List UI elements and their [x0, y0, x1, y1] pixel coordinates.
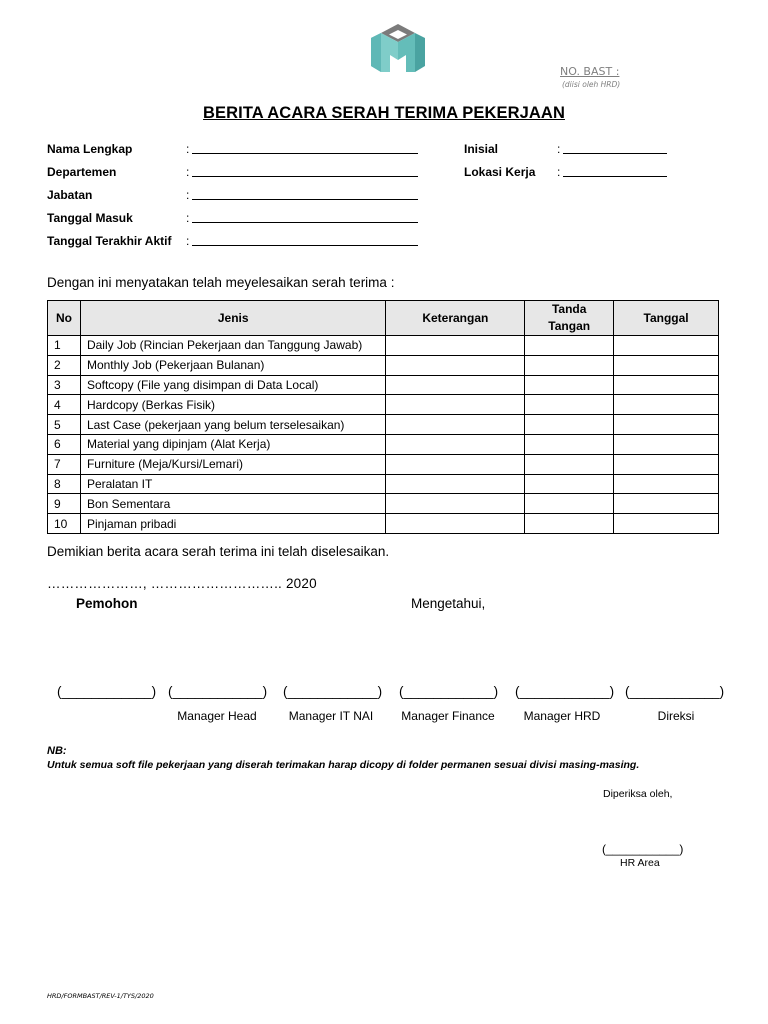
row-jenis: Last Case (pekerjaan yang belum terselesaikan) [80, 415, 385, 435]
field-colon: : [557, 165, 561, 179]
row-jenis: Monthly Job (Pekerjaan Bulanan) [80, 355, 385, 375]
field-input-inisial[interactable] [563, 153, 667, 154]
signature-role-direksi: Direksi [657, 709, 695, 723]
reviewed-by-label: Diperiksa oleh, [603, 788, 673, 800]
closing-text: Demikian berita acara serah terima ini telah diselesaikan. [47, 544, 390, 559]
col-header-keterangan: Keterangan [386, 301, 525, 336]
row-keterangan-cell[interactable] [386, 514, 525, 534]
field-input-tanggal-terakhir-aktif[interactable] [192, 245, 418, 246]
row-jenis: Material yang dipinjam (Alat Kerja) [80, 434, 385, 454]
row-tanda-tangan-cell[interactable] [525, 336, 614, 356]
field-input-tanggal-masuk[interactable] [192, 222, 418, 223]
table-header-row [48, 301, 719, 336]
field-colon: : [186, 188, 190, 202]
field-label-tanggal-masuk: Tanggal Masuk [47, 211, 133, 225]
signature-blank-manager-finance[interactable]: (____________) [399, 684, 499, 699]
row-jenis: Daily Job (Rincian Pekerjaan dan Tanggung Jawab) [80, 336, 385, 356]
signature-blank-hr-area[interactable]: (___________) [602, 842, 684, 856]
row-tanda-tangan-cell[interactable] [525, 474, 614, 494]
signature-role-manager-hrd: Manager HRD [523, 709, 601, 723]
row-tanggal-cell[interactable] [614, 514, 719, 534]
row-tanda-tangan-cell[interactable] [525, 355, 614, 375]
field-input-nama-lengkap[interactable] [192, 153, 418, 154]
table-row [48, 336, 719, 356]
row-tanggal-cell[interactable] [614, 434, 719, 454]
table-row [48, 355, 719, 375]
no-bast-label: NO. BAST : [560, 65, 620, 78]
row-keterangan-cell[interactable] [386, 355, 525, 375]
row-no: 10 [48, 514, 81, 534]
note-label: NB: [47, 745, 67, 757]
row-keterangan-cell[interactable] [386, 395, 525, 415]
row-no: 4 [48, 395, 81, 415]
note-text: Untuk semua soft file pekerjaan yang diserah terimakan harap dicopy di folder permanen sesuai divisi masing-masing. [47, 759, 640, 771]
form-code-footer: HRD/FORMBAST/REV-1/TYS/2020 [47, 992, 154, 1000]
intro-text: Dengan ini menyatakan telah meyelesaikan serah terima : [47, 275, 395, 290]
signature-role-manager-head: Manager Head [177, 709, 257, 723]
row-jenis: Bon Sementara [80, 494, 385, 514]
field-colon: : [186, 234, 190, 248]
row-tanda-tangan-cell[interactable] [525, 514, 614, 534]
row-keterangan-cell[interactable] [386, 474, 525, 494]
row-tanda-tangan-cell[interactable] [525, 454, 614, 474]
signature-role-hr-area: HR Area [620, 857, 660, 869]
company-logo [371, 24, 425, 78]
row-keterangan-cell[interactable] [386, 415, 525, 435]
signature-blank-manager-head[interactable]: (____________) [168, 684, 268, 699]
field-label-inisial: Inisial [464, 142, 499, 156]
field-input-lokasi-kerja[interactable] [563, 176, 667, 177]
col-header-tanggal: Tanggal [614, 301, 719, 336]
field-colon: : [186, 211, 190, 225]
field-label-lokasi-kerja: Lokasi Kerja [464, 165, 536, 179]
table-row [48, 375, 719, 395]
col-header-jenis: Jenis [80, 301, 385, 336]
signature-role-manager-it: Manager IT NAI [288, 709, 374, 723]
table-row [48, 474, 719, 494]
field-input-departemen[interactable] [192, 176, 418, 177]
no-bast-note: (diisi oleh HRD) [562, 80, 621, 89]
field-label-nama-lengkap: Nama Lengkap [47, 142, 133, 156]
row-tanda-tangan-cell[interactable] [525, 494, 614, 514]
row-keterangan-cell[interactable] [386, 375, 525, 395]
place-date-line: …………………, ……………………….. 2020 [47, 576, 317, 591]
table-row [48, 395, 719, 415]
mengetahui-label: Mengetahui, [411, 596, 486, 611]
row-tanda-tangan-cell[interactable] [525, 434, 614, 454]
row-no: 9 [48, 494, 81, 514]
table-row [48, 454, 719, 474]
field-label-jabatan: Jabatan [47, 188, 93, 202]
document-title: BERITA ACARA SERAH TERIMA PEKERJAAN [203, 104, 565, 122]
table-row [48, 494, 719, 514]
row-keterangan-cell[interactable] [386, 434, 525, 454]
col-header-no: No [48, 301, 81, 336]
col-header-tanda-tangan [525, 301, 614, 336]
table-row [48, 415, 719, 435]
pemohon-label: Pemohon [76, 596, 138, 611]
field-colon: : [186, 165, 190, 179]
row-jenis: Hardcopy (Berkas Fisik) [80, 395, 385, 415]
row-keterangan-cell[interactable] [386, 494, 525, 514]
row-tanggal-cell[interactable] [614, 336, 719, 356]
signature-blank-manager-it[interactable]: (____________) [283, 684, 383, 699]
row-tanggal-cell[interactable] [614, 375, 719, 395]
field-label-tanggal-terakhir-aktif: Tanggal Terakhir Aktif [47, 234, 172, 248]
row-tanggal-cell[interactable] [614, 355, 719, 375]
row-no: 3 [48, 375, 81, 395]
row-no: 7 [48, 454, 81, 474]
row-jenis: Peralatan IT [80, 474, 385, 494]
col-header-tanda-line1: Tanda [551, 302, 587, 316]
handover-table [47, 300, 719, 534]
row-no: 8 [48, 474, 81, 494]
row-tanda-tangan-cell[interactable] [525, 375, 614, 395]
signature-role-manager-finance: Manager Finance [401, 709, 495, 723]
row-no: 2 [48, 355, 81, 375]
row-jenis: Pinjaman pribadi [80, 514, 385, 534]
row-keterangan-cell[interactable] [386, 336, 525, 356]
row-jenis: Furniture (Meja/Kursi/Lemari) [80, 454, 385, 474]
signature-blank-direksi[interactable]: (____________) [625, 684, 725, 699]
col-header-tanda-line2: Tangan [548, 319, 591, 333]
table-row [48, 514, 719, 534]
row-no: 1 [48, 336, 81, 356]
row-tanggal-cell[interactable] [614, 494, 719, 514]
row-no: 6 [48, 434, 81, 454]
row-keterangan-cell[interactable] [386, 454, 525, 474]
row-tanggal-cell[interactable] [614, 395, 719, 415]
signature-blank-pemohon[interactable]: (____________) [57, 684, 157, 699]
table-row [48, 434, 719, 454]
row-tanda-tangan-cell[interactable] [525, 395, 614, 415]
field-input-jabatan[interactable] [192, 199, 418, 200]
row-jenis: Softcopy (File yang disimpan di Data Local) [80, 375, 385, 395]
field-label-departemen: Departemen [47, 165, 117, 179]
row-tanda-tangan-cell[interactable] [525, 415, 614, 435]
row-no: 5 [48, 415, 81, 435]
row-tanggal-cell[interactable] [614, 454, 719, 474]
row-tanggal-cell[interactable] [614, 474, 719, 494]
row-tanggal-cell[interactable] [614, 415, 719, 435]
signature-blank-manager-hrd[interactable]: (____________) [515, 684, 615, 699]
field-colon: : [186, 142, 190, 156]
field-colon: : [557, 142, 561, 156]
